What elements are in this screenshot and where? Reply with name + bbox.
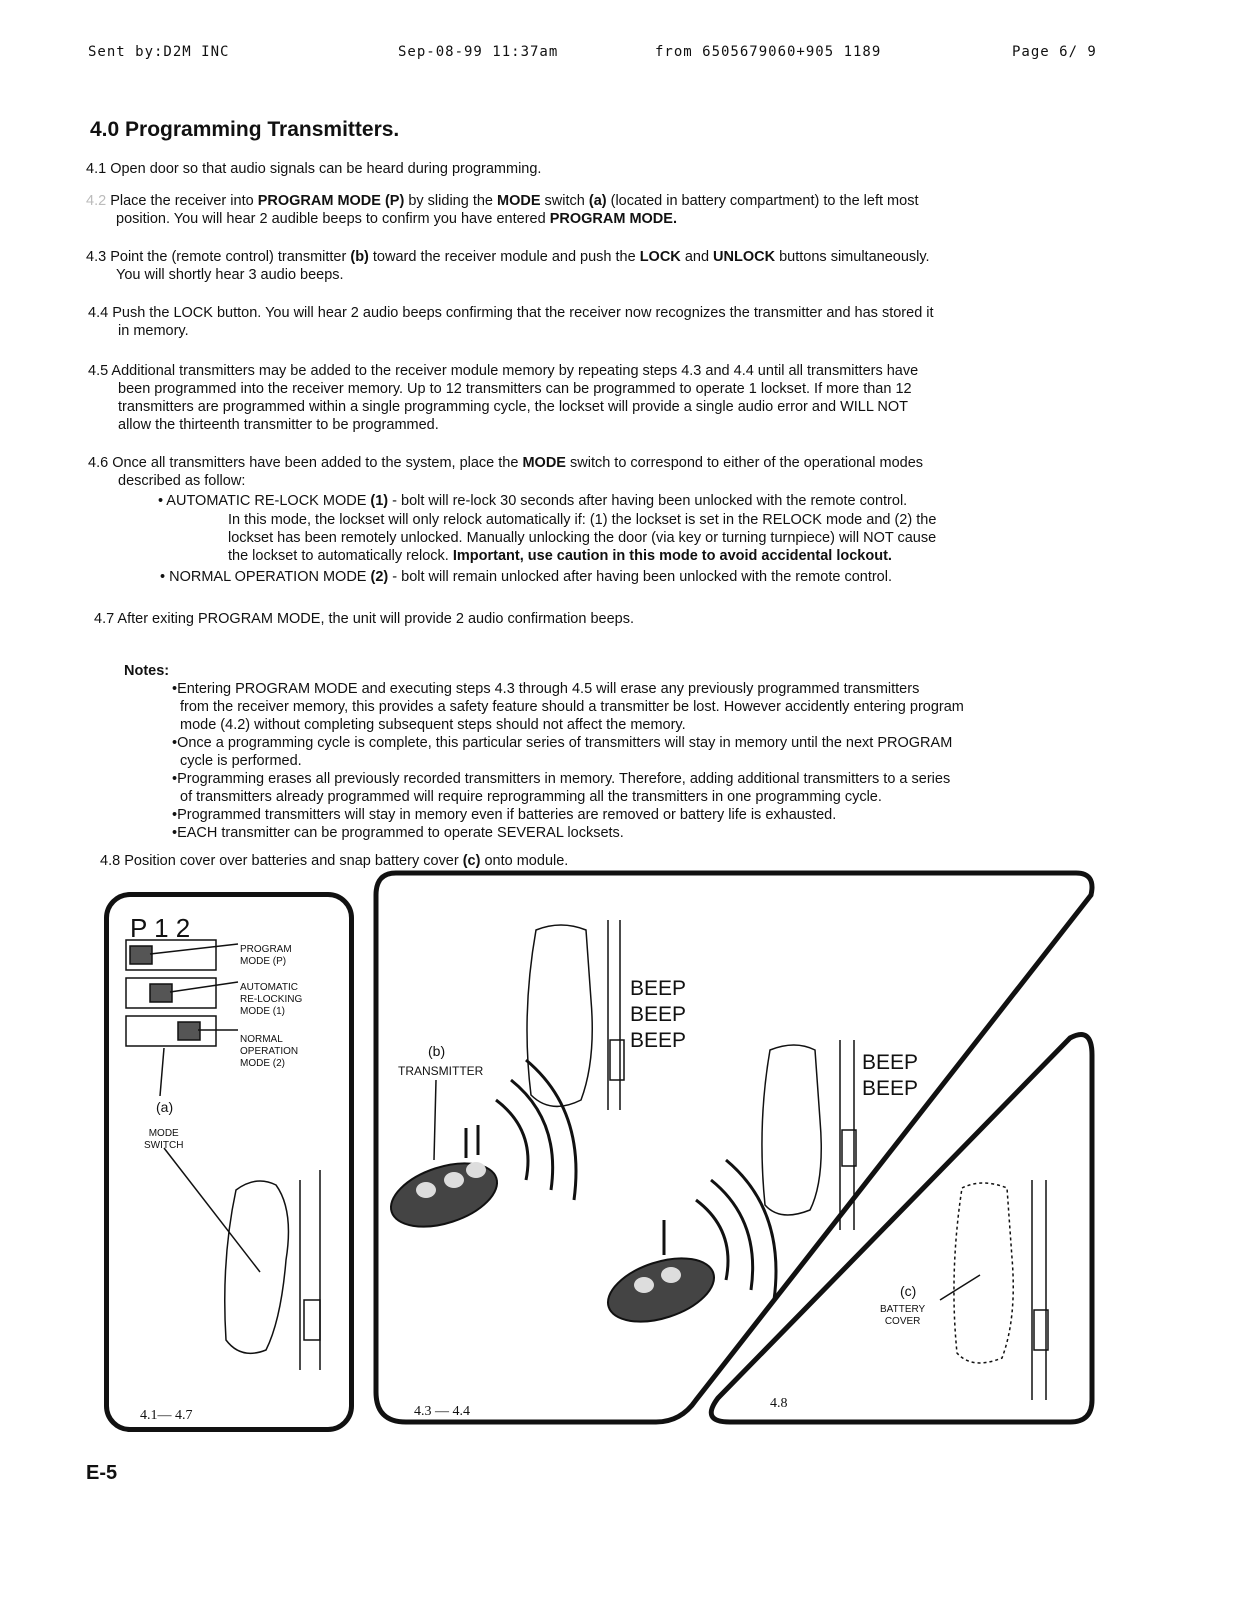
beep-text: BEEP xyxy=(630,1029,687,1052)
step-text-bold: (b) xyxy=(350,249,369,265)
label-c: (c) xyxy=(900,1283,917,1299)
label-line: BATTERY xyxy=(880,1304,926,1315)
label-line: RE-LOCKING xyxy=(240,994,303,1005)
mode-switch-label xyxy=(144,1128,183,1152)
step-4-2 xyxy=(86,192,1086,228)
label-line: NORMAL xyxy=(240,1034,283,1045)
step-text-bold: MODE xyxy=(497,193,541,209)
mode-text: • AUTOMATIC RE-LOCK MODE xyxy=(158,493,371,509)
step-text: Once all transmitters have been added to the system, place the xyxy=(112,455,523,471)
label-line: MODE (1) xyxy=(240,1006,285,1017)
beep-3-times xyxy=(630,976,686,1054)
step-4-3 xyxy=(86,248,1086,284)
step-text: toward the receiver module and push the xyxy=(368,249,640,265)
note-item: •Programming erases all previously recorded transmitters in memory. Therefore, adding additional transmitters to a series xyxy=(172,771,951,787)
step-4-6 xyxy=(88,454,1088,490)
step-text-bold: UNLOCK xyxy=(713,249,776,265)
step-text: Place the receiver into xyxy=(110,193,258,209)
step-text: Open door so that audio signals can be heard during programming. xyxy=(110,161,542,177)
step-number: 4.3 xyxy=(86,249,107,265)
step-text-bold: LOCK xyxy=(639,249,681,265)
step-4-4 xyxy=(88,304,1098,340)
step-4-1 xyxy=(86,160,541,178)
notes-block xyxy=(124,662,1104,842)
label-line: COVER xyxy=(884,1316,921,1327)
step-text: in memory. xyxy=(118,323,189,339)
beep-text: BEEP xyxy=(630,1003,687,1026)
step-text: described as follow: xyxy=(118,473,246,489)
note-item: •Once a programming cycle is complete, this particular series of transmitters will stay in memory until the next PROGRAM xyxy=(172,735,953,751)
step-text: been programmed into the receiver memory. Up to 12 transmitters can be programmed to operate 1 lockset. If more than 12 xyxy=(118,381,912,397)
mode-text: - bolt will remain unlocked after having been unlocked with the remote control. xyxy=(388,569,892,585)
note-item: •Programmed transmitters will stay in memory even if batteries are removed or battery life is exhausted. xyxy=(172,807,837,823)
step-text: Push the LOCK button. You will hear 2 audio beeps confirming that the receiver now recognizes the transmitter and has stored it xyxy=(112,305,934,321)
step-text: Position cover over batteries and snap battery cover xyxy=(124,853,463,869)
beep-text: BEEP xyxy=(862,1077,919,1100)
step-4-7 xyxy=(94,610,634,628)
caption-4-3-4-4: 4.3 — 4.4 xyxy=(414,1404,470,1419)
step-text-bold: (c) xyxy=(462,853,481,869)
caption-4-8: 4.8 xyxy=(770,1396,788,1411)
label-a: (a) xyxy=(156,1099,174,1115)
label-line: PROGRAM xyxy=(240,944,292,955)
step-text-bold: PROGRAM MODE (P) xyxy=(257,193,405,209)
step-text-bold: (a) xyxy=(588,193,607,209)
normal-operation-mode xyxy=(160,568,1090,586)
mode-text-bold: (1) xyxy=(370,493,389,509)
step-text-bold: MODE xyxy=(522,455,566,471)
mode-text-bold: (2) xyxy=(370,569,389,585)
mode-text: In this mode, the lockset will only relock automatically if: (1) the lockset is set in the RELOCK mode and (2) the xyxy=(228,512,937,528)
auto-relock-details xyxy=(228,511,1088,565)
label-line: OPERATION xyxy=(240,1046,299,1057)
normal-operation-label xyxy=(240,1034,298,1070)
note-item: mode (4.2) without completing subsequent steps should not affect the memory. xyxy=(180,717,686,733)
step-text: buttons simultaneously. xyxy=(775,249,930,265)
fax-sender: Sent by:D2M INC xyxy=(88,44,230,60)
step-text: (located in battery compartment) to the left most xyxy=(606,193,919,209)
step-number: 4.4 xyxy=(88,305,109,321)
beep-2-times xyxy=(862,1050,918,1102)
battery-cover-label xyxy=(880,1304,925,1328)
mode-text: the lockset to automatically relock. xyxy=(228,548,453,564)
label-line: AUTOMATIC xyxy=(240,982,298,993)
step-4-8 xyxy=(100,852,568,870)
step-text: transmitters are programmed within a single programming cycle, the lockset will provide a single audio error and WILL NOT xyxy=(118,399,909,415)
mode-switch-illustration xyxy=(110,900,342,1410)
auto-relock-mode xyxy=(158,492,1088,510)
step-text: onto module. xyxy=(480,853,569,869)
notes-heading: Notes: xyxy=(124,663,170,679)
section-title: 4.0 Programming Transmitters. xyxy=(90,118,400,141)
label-line: MODE (P) xyxy=(240,956,287,967)
beep-text: BEEP xyxy=(862,1051,919,1074)
fax-date: Sep-08-99 11:37am xyxy=(398,44,559,60)
step-text: Additional transmitters may be added to the receiver module memory by repeating steps 4.3 and 4.4 until all transmitters have xyxy=(111,363,919,379)
step-text: switch to correspond to either of the operational modes xyxy=(565,455,924,471)
step-number: 4.1 xyxy=(86,161,107,177)
step-4-5 xyxy=(88,362,1088,434)
step-text: Point the (remote control) transmitter xyxy=(110,249,351,265)
mode-text: - bolt will re-lock 30 seconds after having been unlocked with the remote control. xyxy=(388,493,908,509)
auto-relock-label xyxy=(240,982,302,1018)
note-item: cycle is performed. xyxy=(180,753,302,769)
note-item: from the receiver memory, this provides a safety feature should a transmitter be lost. However accidently entering program xyxy=(180,699,964,715)
step-number: 4.8 xyxy=(100,853,121,869)
caption-4-1-4-7: 4.1— 4.7 xyxy=(140,1408,193,1423)
fax-from: from 6505679060+905 1189 xyxy=(655,44,882,60)
step-text: by sliding the xyxy=(404,193,498,209)
page-label: E-5 xyxy=(86,1462,118,1484)
beep-text: BEEP xyxy=(630,977,687,1000)
label-b: (b) xyxy=(428,1043,446,1059)
step-text: position. You will hear 2 audible beeps to confirm you have entered xyxy=(116,211,550,227)
note-item: of transmitters already programmed will require reprogramming all the transmitters in one programming cycle. xyxy=(180,789,882,805)
transmitter-label: TRANSMITTER xyxy=(398,1064,484,1078)
step-number: 4.7 xyxy=(94,611,115,627)
step-text: switch xyxy=(540,193,589,209)
fax-page: Page 6/ 9 xyxy=(1012,44,1097,60)
note-item: •Entering PROGRAM MODE and executing steps 4.3 through 4.5 will erase any previously programmed transmitters xyxy=(172,681,920,697)
label-line: SWITCH xyxy=(144,1140,184,1151)
switch-header: P 1 2 xyxy=(130,913,191,943)
program-mode-label xyxy=(240,944,292,968)
caution-text: Important, use caution in this mode to avoid accidental lockout. xyxy=(452,548,892,564)
mode-text: lockset has been remotely unlocked. Manually unlocking the door (via key or turning turnpiece) will NOT cause xyxy=(228,530,937,546)
step-text-bold: PROGRAM MODE. xyxy=(549,211,677,227)
step-text: After exiting PROGRAM MODE, the unit will provide 2 audio confirmation beeps. xyxy=(117,611,634,627)
step-number: 4.6 xyxy=(88,455,109,471)
step-text: allow the thirteenth transmitter to be programmed. xyxy=(118,417,439,433)
note-item: •EACH transmitter can be programmed to operate SEVERAL locksets. xyxy=(172,825,624,841)
step-text: and xyxy=(680,249,714,265)
label-line: MODE (2) xyxy=(240,1058,285,1069)
mode-text: • NORMAL OPERATION MODE xyxy=(160,569,371,585)
step-number: 4.2 xyxy=(86,193,107,209)
step-text: You will shortly hear 3 audio beeps. xyxy=(116,267,344,283)
label-line: MODE xyxy=(148,1128,179,1139)
step-number: 4.5 xyxy=(88,363,109,379)
